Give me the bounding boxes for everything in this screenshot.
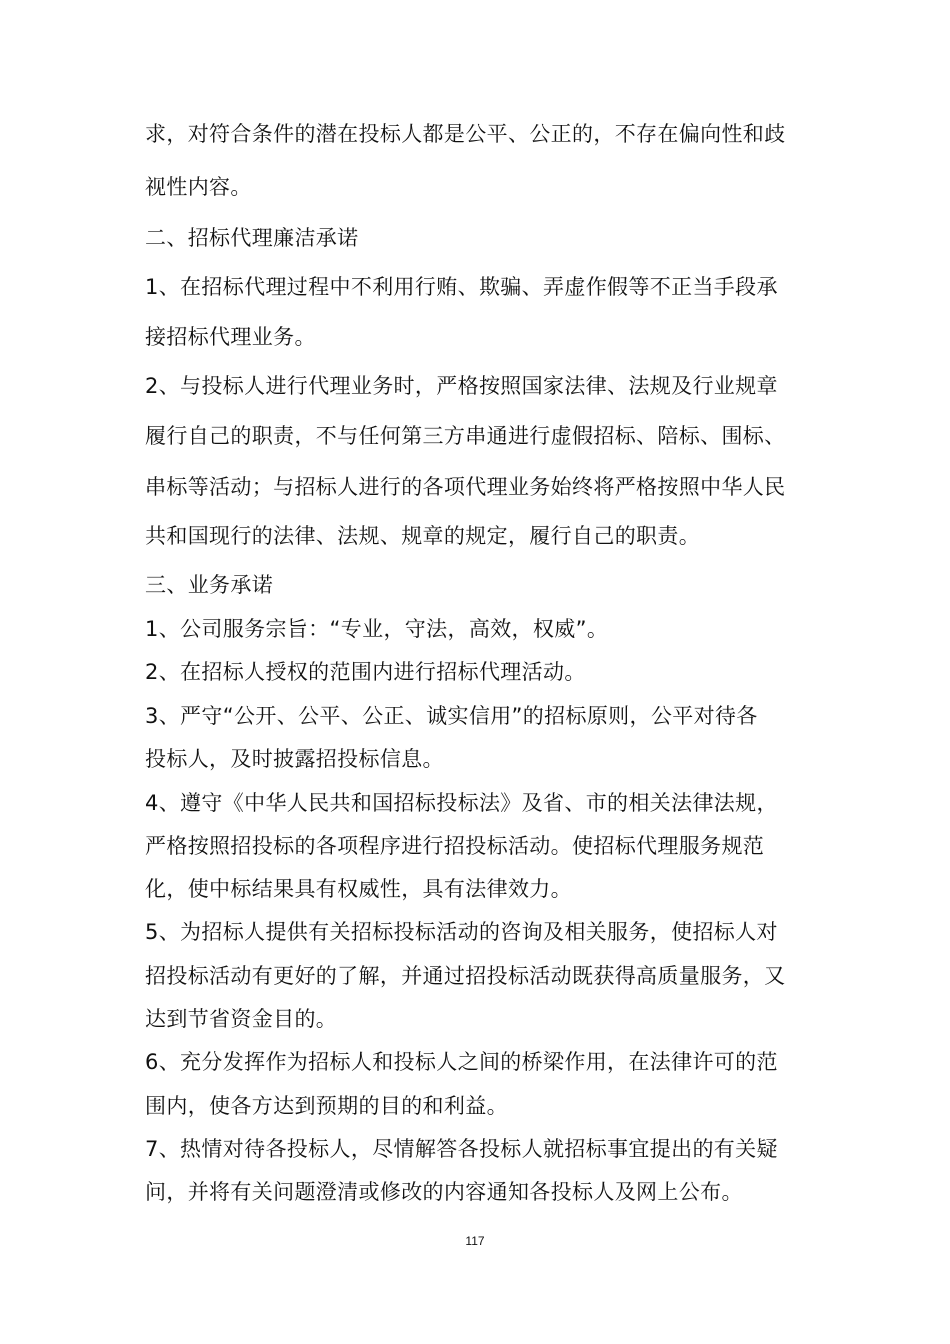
- text-line: 1、公司服务宗旨：“专业，守法，高效，权威”。: [145, 617, 609, 641]
- text-line: 4、遵守《中华人民共和国招标投标法》及省、市的相关法律法规，: [145, 791, 778, 815]
- section-heading: 三、业务承诺: [145, 573, 274, 597]
- text-line: 1、在招标代理过程中不利用行贿、欺骗、弄虚作假等不正当手段承: [145, 275, 778, 299]
- text-line: 视性内容。: [145, 175, 252, 199]
- text-line: 共和国现行的法律、法规、规章的规定，履行自己的职责。: [145, 524, 701, 548]
- text-line: 5、为招标人提供有关招标投标活动的咨询及相关服务，使招标人对: [145, 920, 778, 944]
- text-line: 求，对符合条件的潜在投标人都是公平、公正的，不存在偏向性和歧: [145, 122, 786, 146]
- text-line: 串标等活动；与招标人进行的各项代理业务始终将严格按照中华人民: [145, 475, 786, 499]
- text-line: 6、充分发挥作为招标人和投标人之间的桥梁作用，在法律许可的范: [145, 1050, 778, 1074]
- text-line: 7、热情对待各投标人，尽情解答各投标人就招标事宜提出的有关疑: [145, 1137, 778, 1161]
- text-line: 3、严守“公开、公平、公正、诚实信用”的招标原则，公平对待各: [145, 704, 758, 728]
- text-line: 接招标代理业务。: [145, 325, 316, 349]
- text-line: 围内，使各方达到预期的目的和利益。: [145, 1094, 508, 1118]
- text-line: 问，并将有关问题澄清或修改的内容通知各投标人及网上公布。: [145, 1180, 743, 1204]
- text-line: 履行自己的职责，不与任何第三方串通进行虚假招标、陪标、围标、: [145, 424, 786, 448]
- text-line: 2、在招标人授权的范围内进行招标代理活动。: [145, 660, 586, 684]
- section-heading: 二、招标代理廉洁承诺: [145, 226, 359, 250]
- text-line: 投标人，及时披露招投标信息。: [145, 747, 444, 771]
- text-line: 达到节省资金目的。: [145, 1007, 338, 1031]
- page-number: 117: [465, 1234, 485, 1248]
- text-line: 招投标活动有更好的了解，并通过招投标活动既获得高质量服务，又: [145, 964, 786, 988]
- text-line: 2、与投标人进行代理业务时，严格按照国家法律、法规及行业规章: [145, 374, 778, 398]
- text-line: 严格按照招投标的各项程序进行招投标活动。使招标代理服务规范: [145, 834, 765, 858]
- text-line: 化，使中标结果具有权威性，具有法律效力。: [145, 877, 572, 901]
